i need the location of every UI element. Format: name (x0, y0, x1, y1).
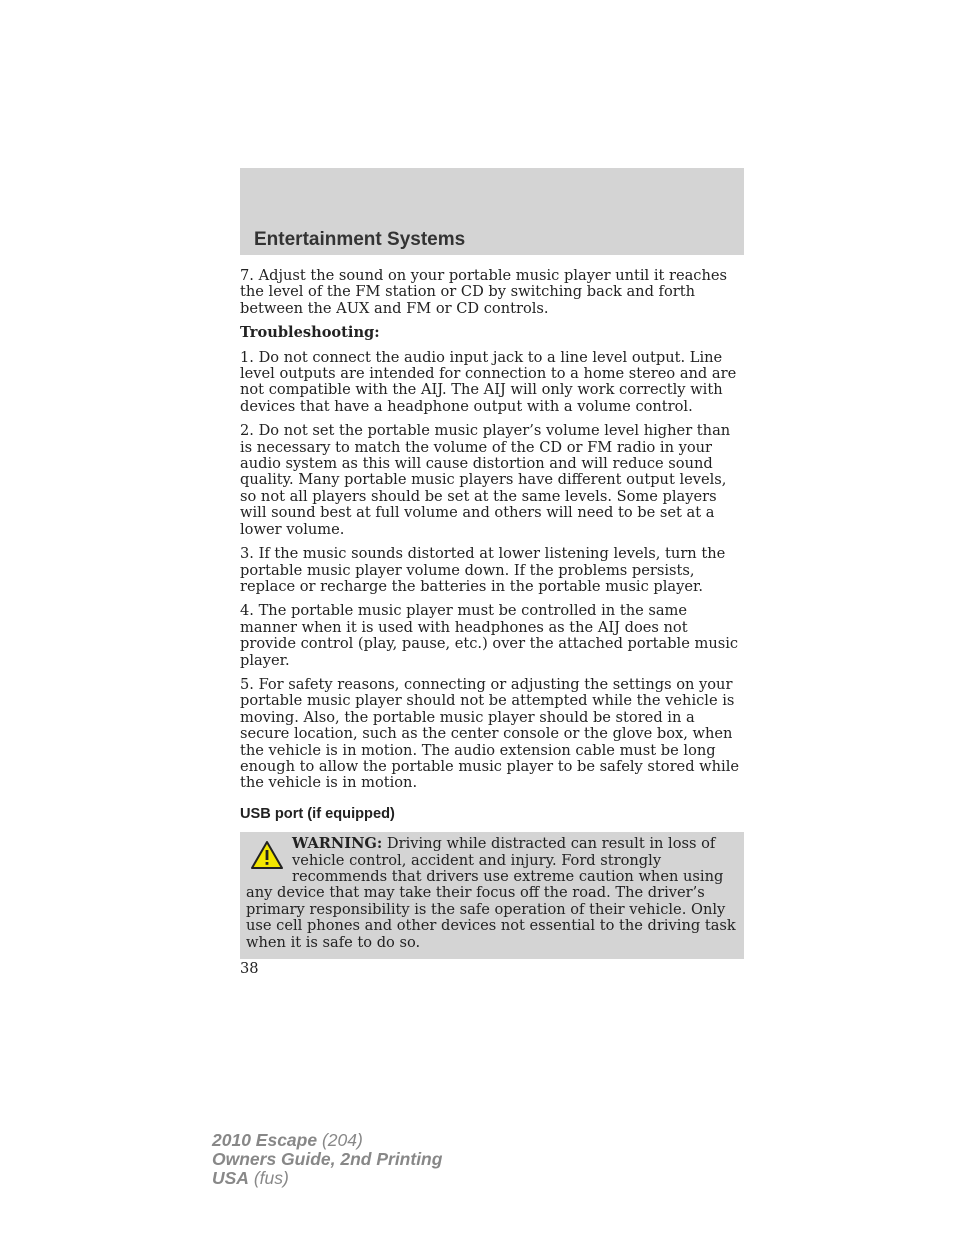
warning-triangle-icon (250, 840, 284, 870)
footer-model: 2010 Escape (212, 1130, 318, 1150)
troubleshooting-item-5: 5. For safety reasons, connecting or adjusting the settings on your portable music player should not be attempted while the vehicle is moving. Also, the portable music player should be stored in a secure location, such as the center console or the glove box, when the vehicle is in motion. The audio extension cable must be long enough to allow the portable music player to be safely stored while the vehicle is in motion. (240, 675, 740, 792)
page-number: 38 (240, 960, 259, 977)
footer-line-1 (212, 1131, 442, 1150)
section-title: Entertainment Systems (254, 229, 466, 250)
footer-market-code: (fus) (248, 1168, 289, 1188)
troubleshooting-heading: Troubleshooting: (240, 324, 380, 342)
troubleshooting-item-1: 1. Do not connect the audio input jack to a line level output. Line level outputs are intended for connection to a home stereo and are not compatible with the AIJ. The AIJ will only work correctly with devices that have a headphone output with a volume control. (240, 348, 737, 415)
warning-box (240, 832, 744, 959)
document-footer (212, 1131, 442, 1188)
usb-port-heading: USB port (if equipped) (240, 805, 395, 822)
section-header (240, 168, 744, 255)
troubleshooting-item-3: 3. If the music sounds distorted at lower listening levels, turn the portable music player volume down. If the problems persists, replace or recharge the batteries in the portable music player. (240, 545, 726, 595)
footer-market: USA (212, 1168, 249, 1188)
troubleshooting-item-4: 4. The portable music player must be controlled in the same manner when it is used with headphones as the AIJ does not provide control (play, pause, etc.) over the attached portable music player. (240, 602, 739, 669)
footer-line-3 (212, 1169, 442, 1188)
main-content (240, 268, 744, 959)
warning-text: Driving while distracted can result in loss of vehicle control, accident and injury. Ford strongly recommends that drivers use extreme caution when using any device that may take their focus off the road. The driver’s primary responsibility is the safe operation of their vehicle. Only use cell phones and other devices not essential to the driving task when it is safe to do so. (246, 835, 736, 951)
step-7-paragraph: 7. Adjust the sound on your portable music player until it reaches the level of the FM station or CD by switching back and forth between the AUX and FM or CD controls. (240, 267, 728, 317)
warning-label: WARNING: (292, 835, 383, 853)
troubleshooting-item-2: 2. Do not set the portable music player’s volume level higher than is necessary to match the volume of the CD or FM radio in your audio system as this will cause distortion and will reduce sound quality. Many portable music players have different output levels, so not all players should be set at the same levels. Some players will sound best at full volume and others will need to be set at a lower volume. (240, 422, 731, 538)
footer-line-2: Owners Guide, 2nd Printing (212, 1149, 443, 1169)
footer-model-code: (204) (317, 1130, 363, 1150)
